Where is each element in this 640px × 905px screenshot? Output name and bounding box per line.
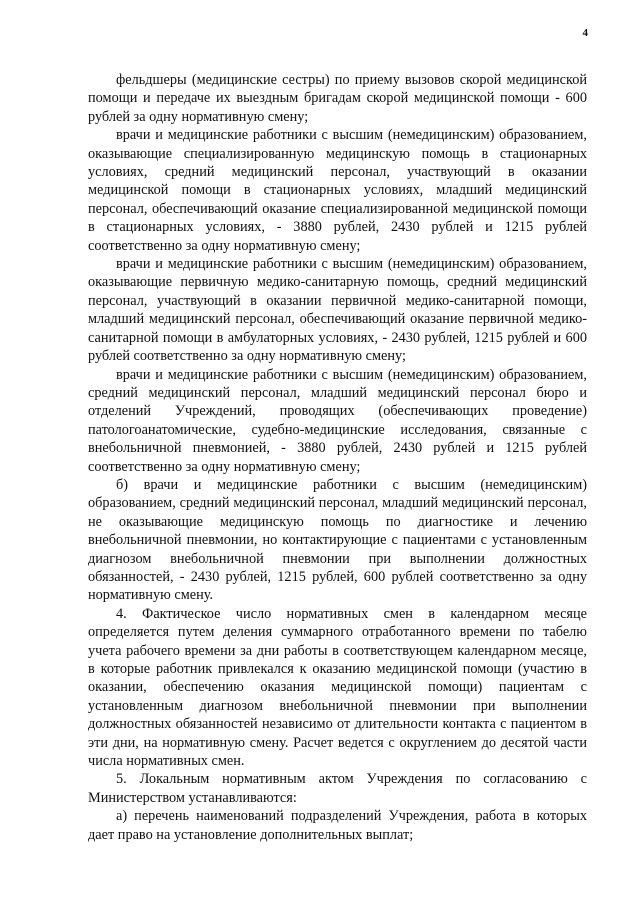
paragraph-item-5: 5. Локальным нормативным актом Учреждения по согласованию с Министерством устанавливаются: (88, 771, 587, 806)
paragraph-pathology: врачи и медицинские работники с высшим (немедицинским) образованием, средний медицинский персонал, младший медицинский персонал бюро и отделений Учреждений, проводящих (обеспечивающих проведение) патологоанатомические, судебно-медицинские исследования, связанные с внебольничной пневмонией, - 3880 рублей, 2430 рублей и 1215 рублей соответственно за одну нормативную смену; (88, 366, 587, 475)
paragraph-specialized-care: врачи и медицинские работники с высшим (немедицинским) образованием, оказывающие специализированную медицинскую помощь в стационарных условиях, средний медицинский персонал, участвующий в оказании медицинской помощи в стационарных условиях, младший медицинский персонал, обеспечивающий оказание специализированной медицинской помощи в стационарных условиях, - 3880 рублей, 2430 рублей и 1215 рублей соответственно за одну нормативную смену; (88, 127, 587, 254)
paragraph-item-4: 4. Фактическое число нормативных смен в календарном месяце определяется путем деления суммарного отработанного времени по табелю учета рабочего времени за дни работы в соответствующем календарном месяце, в которые работник привлекался к оказанию медицинской помощи (участию в оказании, обеспечению оказания медицинской помощи) пациентам с установленным диагнозом внебольничной пневмонии при выполнении должностных обязанностей независимо от длительности контакта с пациентом в эти дни, на нормативную смену. Расчет ведется с округлением до десятой части числа нормативных смен. (88, 605, 587, 770)
paragraph-paramedics: фельдшеры (медицинские сестры) по приему вызовов скорой медицинской помощи и передаче их выездным бригадам скорой медицинской помощи - 600 рублей за одну нормативную смену; (88, 72, 587, 125)
paragraph-item-b: б) врачи и медицинские работники с высшим (немедицинским) образованием, средний медицинский персонал, младший медицинский персонал, не оказывающие медицинскую помощь по диагностике и лечению внебольничной пневмонии, но контактирующие с пациентами с установленным диагнозом внебольничной пневмонии при выполнении должностных обязанностей, - 2430 рублей, 1215 рублей, 600 рублей соответственно за одну нормативную смену. (88, 476, 587, 604)
paragraph-primary-care: врачи и медицинские работники с высшим (немедицинским) образованием, оказывающие первичную медико-санитарную помощь, средний медицинский персонал, участвующий в оказании первичной медико-санитарной помощи, младший медицинский персонал, обеспечивающий оказание первичной медико-санитарной помощи в амбулаторных условиях, - 2430 рублей, 1215 рублей и 600 рублей соответственно за одну нормативную смену; (88, 256, 587, 365)
page-number: 4 (582, 27, 588, 39)
document-body (88, 71, 587, 844)
paragraph-item-a: а) перечень наименований подразделений Учреждения, работа в которых дает право на установление дополнительных выплат; (88, 808, 587, 843)
